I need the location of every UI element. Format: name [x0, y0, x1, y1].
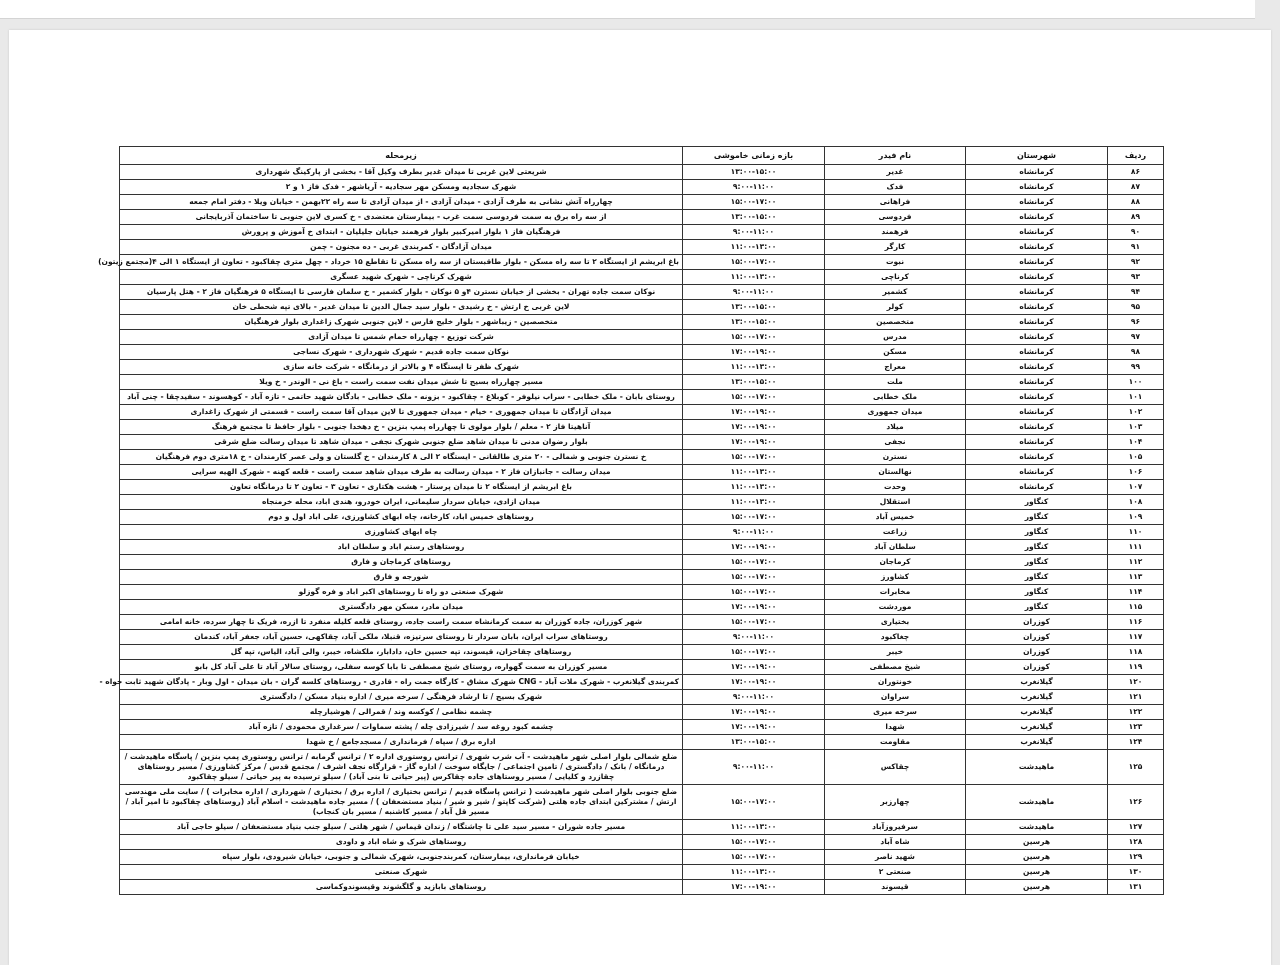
- area-cell: متخصصین - زیباشهر - بلوار خلیج فارس - لاین جنوبی شهرک زاغداری بلوار فرهنگیان: [120, 315, 683, 330]
- city-cell: گیلانغرب: [966, 690, 1108, 705]
- table-row: [120, 270, 1164, 285]
- time-cell: ۱۱:۰۰-۱۳:۰۰: [683, 240, 825, 255]
- time-cell: ۱۵:۰۰-۱۷:۰۰: [683, 645, 825, 660]
- header-city: شهرستان: [966, 147, 1108, 165]
- row-number: ۹۵: [1108, 300, 1164, 315]
- feeder-cell: سرخه میری: [825, 705, 966, 720]
- row-number: ۱۰۹: [1108, 510, 1164, 525]
- feeder-cell: کرماجان: [825, 555, 966, 570]
- city-cell: کنگاور: [966, 495, 1108, 510]
- time-cell: ۹:۰۰-۱۱:۰۰: [683, 180, 825, 195]
- row-number: ۱۱۱: [1108, 540, 1164, 555]
- area-cell: فرهنگیان فاز ۱ بلوار امیرکبیر بلوار فرهمند خیابان جلیلیان - ابتدای خ آموزش و پرورش: [120, 225, 683, 240]
- outage-schedule-table: [98, 146, 1164, 895]
- city-cell: کرمانشاه: [966, 435, 1108, 450]
- city-cell: کنگاور: [966, 555, 1108, 570]
- previous-page-edge: [0, 0, 1255, 19]
- area-cell: روستاهای چقاخزان، قیسوند، تپه حسین خان، دادابار، ملکشاه، خیبر، والی آباد، الیاس، تپه گل: [120, 645, 683, 660]
- time-cell: ۹:۰۰-۱۱:۰۰: [683, 525, 825, 540]
- feeder-cell: مخابرات: [825, 585, 966, 600]
- area-cell: روستای بابان - ملک خطابی - سراب نیلوفر - کوبلاغ - چقاکبود - بزونه - ملک خطابی - بادگان شهید حاتمی - تازه آباد - کوهسوند - سفیدچقا - چنی آباد: [120, 390, 683, 405]
- time-cell: ۱۷:۰۰-۱۹:۰۰: [683, 405, 825, 420]
- row-number: ۱۰۰: [1108, 375, 1164, 390]
- city-cell: کوزران: [966, 645, 1108, 660]
- area-cell: شریعتی لاین غربی تا میدان غدیر بطرف وکیل آقا - بخشی از پارکینگ شهرداری: [120, 165, 683, 180]
- feeder-cell: ملت: [825, 375, 966, 390]
- area-cell: شهرک سجادیه ومسکن مهر سجادیه - آریاشهر - فدک فاز ۱ و ۲: [120, 180, 683, 195]
- row-number: ۱۳۱: [1108, 880, 1164, 895]
- row-number: ۹۹: [1108, 360, 1164, 375]
- row-number: ۱۰۳: [1108, 420, 1164, 435]
- table-row: [120, 315, 1164, 330]
- city-cell: گیلانغرب: [966, 705, 1108, 720]
- city-cell: گیلانغرب: [966, 720, 1108, 735]
- table-row: [120, 555, 1164, 570]
- area-cell: ضلع جنوبی بلوار اصلی شهر ماهیدشت ( ترانس پاسگاه قدیم / ترانس بختیاری / اداره برق / بختیاری / شهرداری / اداره مخابرات ) / سایت ملی مهندسی ارتش / مشترکین ابتدای جاده هلتی (شرکت کاپتو / شیر و شیر / بنیاد مستضعفان ) / مسیر جاده ماهیدشت - اسلام آباد (روستاهای چقاکبود تا امیر آباد / مسیر قل آباد / مسیر کاشنبه / مسیر بان کنجاب): [120, 785, 683, 820]
- city-cell: هرسین: [966, 865, 1108, 880]
- table-row: [120, 375, 1164, 390]
- area-cell: مسیر جاده شوران - مسیر سید علی تا چاشتگاه / زندان قیماس / شهر هلتی / سیلو جنب بنیاد مستضعفان / سیلو حاجی آباد: [120, 820, 683, 835]
- table-row: [120, 850, 1164, 865]
- city-cell: گیلانغرب: [966, 675, 1108, 690]
- table-row: [120, 865, 1164, 880]
- feeder-cell: شاه آباد: [825, 835, 966, 850]
- time-cell: ۱۷:۰۰-۱۹:۰۰: [683, 600, 825, 615]
- table-row: [120, 705, 1164, 720]
- row-number: ۱۲۵: [1108, 750, 1164, 785]
- city-cell: هرسین: [966, 880, 1108, 895]
- row-number: ۹۳: [1108, 270, 1164, 285]
- area-cell: آناهیتا فاز ۲ - معلم / بلوار مولوی تا چهارراه پمپ بنزین - خ دهخدا جنوبی - بلوار حافظ تا مجتمع فرهنگ: [120, 420, 683, 435]
- area-cell: باغ ابریشم از ایستگاه ۲ تا میدان پرستار - هشت هکتاری - تعاون ۳ - تعاون ۲ تا درمانگاه تعاون: [120, 480, 683, 495]
- table-row: [120, 405, 1164, 420]
- city-cell: کرمانشاه: [966, 165, 1108, 180]
- table-row: [120, 480, 1164, 495]
- city-cell: هرسین: [966, 835, 1108, 850]
- row-number: ۱۱۵: [1108, 600, 1164, 615]
- row-number: ۹۸: [1108, 345, 1164, 360]
- row-number: ۹۰: [1108, 225, 1164, 240]
- city-cell: کرمانشاه: [966, 390, 1108, 405]
- row-number: ۹۷: [1108, 330, 1164, 345]
- table-row: [120, 345, 1164, 360]
- table-row: [120, 835, 1164, 850]
- time-cell: ۱۷:۰۰-۱۹:۰۰: [683, 720, 825, 735]
- feeder-cell: کرناچی: [825, 270, 966, 285]
- time-cell: ۱۵:۰۰-۱۷:۰۰: [683, 615, 825, 630]
- time-cell: ۱۷:۰۰-۱۹:۰۰: [683, 705, 825, 720]
- row-number: ۱۲۱: [1108, 690, 1164, 705]
- time-cell: ۱۱:۰۰-۱۳:۰۰: [683, 865, 825, 880]
- time-cell: ۱۵:۰۰-۱۷:۰۰: [683, 510, 825, 525]
- city-cell: کرمانشاه: [966, 330, 1108, 345]
- city-cell: کرمانشاه: [966, 360, 1108, 375]
- area-cell: باغ ابریشم از ایستگاه ۲ تا سه راه مسکن - بلوار طاقبستان از سه راه مسکن تا تقاطع ۱۵ خرداد - چهل متری چقاکبود - تعاون از ایستگاه ۱ الی ۴(مجتمع زیتون): [120, 255, 683, 270]
- time-cell: ۱۱:۰۰-۱۳:۰۰: [683, 820, 825, 835]
- feeder-cell: نبوت: [825, 255, 966, 270]
- row-number: ۸۶: [1108, 165, 1164, 180]
- area-cell: چشمه نظامی / کوکسه وند / قمرالی / هوشیارچله: [120, 705, 683, 720]
- row-number: ۱۰۸: [1108, 495, 1164, 510]
- area-cell: شهرک صنعتی دو راه تا روستاهای اکبر اباد و فره گوزلو: [120, 585, 683, 600]
- feeder-cell: استقلال: [825, 495, 966, 510]
- city-cell: کرمانشاه: [966, 345, 1108, 360]
- table-header-row: [120, 147, 1164, 165]
- area-cell: شورجه و فارق: [120, 570, 683, 585]
- table-row: [120, 285, 1164, 300]
- row-number: ۱۲۸: [1108, 835, 1164, 850]
- feeder-cell: خمیس آباد: [825, 510, 966, 525]
- time-cell: ۱۷:۰۰-۱۹:۰۰: [683, 345, 825, 360]
- row-number: ۸۷: [1108, 180, 1164, 195]
- area-cell: روستاهای بابازید و گلگشوند وقیسوندوکماسی: [120, 880, 683, 895]
- area-cell: میدان ازادی، خیابان سردار سلیمانی، ایران خودرو، هندی اباد، محله خرمنجاه: [120, 495, 683, 510]
- city-cell: کنگاور: [966, 585, 1108, 600]
- time-cell: ۱۳:۰۰-۱۵:۰۰: [683, 315, 825, 330]
- feeder-cell: میدان جمهوری: [825, 405, 966, 420]
- feeder-cell: چقاکس: [825, 750, 966, 785]
- feeder-cell: شهدا: [825, 720, 966, 735]
- row-number: ۱۲۳: [1108, 720, 1164, 735]
- area-cell: لاین غربی خ ارتش - خ رشیدی - بلوار سید جمال الدین تا میدان غدیر - بالای تپه شحطی خان: [120, 300, 683, 315]
- city-cell: کرمانشاه: [966, 255, 1108, 270]
- table-row: [120, 510, 1164, 525]
- area-cell: نوکان سمت جاده قدیم - شهرک شهرداری - شهرک نساجی: [120, 345, 683, 360]
- city-cell: کنگاور: [966, 540, 1108, 555]
- table-row: [120, 195, 1164, 210]
- city-cell: کرمانشاه: [966, 405, 1108, 420]
- feeder-cell: کشمیر: [825, 285, 966, 300]
- time-cell: ۱۵:۰۰-۱۷:۰۰: [683, 195, 825, 210]
- feeder-cell: فرهمند: [825, 225, 966, 240]
- city-cell: کرمانشاه: [966, 315, 1108, 330]
- table-row: [120, 360, 1164, 375]
- city-cell: کنگاور: [966, 525, 1108, 540]
- city-cell: کرمانشاه: [966, 225, 1108, 240]
- row-number: ۱۱۷: [1108, 630, 1164, 645]
- area-cell: میدان رسالت - جانبازان فاز ۲ - میدان رسالت به طرف میدان شاهد سمت راست - قلعه کهنه - شهرک الهیه سرایی: [120, 465, 683, 480]
- row-number: ۹۲: [1108, 255, 1164, 270]
- row-number: ۱۲۶: [1108, 785, 1164, 820]
- feeder-cell: کولر: [825, 300, 966, 315]
- feeder-cell: مقاومت: [825, 735, 966, 750]
- table-row: [120, 785, 1164, 820]
- table-row: [120, 880, 1164, 895]
- table-row: [120, 735, 1164, 750]
- time-cell: ۱۷:۰۰-۱۹:۰۰: [683, 540, 825, 555]
- table-row: [120, 820, 1164, 835]
- city-cell: ماهیدشت: [966, 820, 1108, 835]
- feeder-cell: خونتوران: [825, 675, 966, 690]
- table-row: [120, 675, 1164, 690]
- table-row: [120, 585, 1164, 600]
- table-row: [120, 645, 1164, 660]
- feeder-cell: نجفی: [825, 435, 966, 450]
- feeder-cell: غدیر: [825, 165, 966, 180]
- time-cell: ۱۱:۰۰-۱۳:۰۰: [683, 360, 825, 375]
- area-cell: مسیر کوزران به سمت گهواره، روستای شیخ مصطفی تا بابا کوسه سفلی، روستای سالار آباد تا علی آباد کل بابو: [120, 660, 683, 675]
- table-row: [120, 240, 1164, 255]
- time-cell: ۱۵:۰۰-۱۷:۰۰: [683, 330, 825, 345]
- city-cell: کنگاور: [966, 600, 1108, 615]
- feeder-cell: شیخ مصطفی: [825, 660, 966, 675]
- header-feeder: نام فیدر: [825, 147, 966, 165]
- time-cell: ۱۷:۰۰-۱۹:۰۰: [683, 420, 825, 435]
- feeder-cell: چغاکبود: [825, 630, 966, 645]
- area-cell: چشمه کبود روغه سد / شیرزادی چله / پشته سماوات / سرغداری محمودی / تازه آباد: [120, 720, 683, 735]
- city-cell: کرمانشاه: [966, 285, 1108, 300]
- feeder-cell: کشاورز: [825, 570, 966, 585]
- table-row: [120, 435, 1164, 450]
- area-cell: شهرک بسیج / تا ارشاد فرهنگی / سرخه میری / اداره بنیاد مسکن / دادگستری: [120, 690, 683, 705]
- feeder-cell: فردوسی: [825, 210, 966, 225]
- city-cell: کوزران: [966, 630, 1108, 645]
- time-cell: ۱۵:۰۰-۱۷:۰۰: [683, 850, 825, 865]
- feeder-cell: خیبر: [825, 645, 966, 660]
- time-cell: ۱۳:۰۰-۱۵:۰۰: [683, 165, 825, 180]
- time-cell: ۱۵:۰۰-۱۷:۰۰: [683, 585, 825, 600]
- document-page: [9, 30, 1271, 965]
- header-row-number: ردیف: [1108, 147, 1164, 165]
- time-cell: ۱۳:۰۰-۱۵:۰۰: [683, 300, 825, 315]
- area-cell: بلوار رضوان مدنی تا میدان شاهد ضلع جنوبی شهرک نجفی - میدان شاهد تا میدان رسالت ضلع شرقی: [120, 435, 683, 450]
- city-cell: کرمانشاه: [966, 210, 1108, 225]
- area-cell: نوکان سمت جاده تهران - بخشی از خیابان نسترن ۴و ۵ نوکان - بلوار کشمیر - خ سلمان فارسی تا ایستگاه ۵ فرهنگیان فاز ۲ - هتل پارسیان: [120, 285, 683, 300]
- row-number: ۱۱۲: [1108, 555, 1164, 570]
- table-row: [120, 750, 1164, 785]
- feeder-cell: ملک خطابی: [825, 390, 966, 405]
- area-cell: خ نسترن جنوبی و شمالی - ۲۰ متری طالقانی - ایستگاه ۲ الی ۸ کارمندان - خ گلستان و ولی عصر کارمندان - خ ۱۸متری دوم فرهنگیان: [120, 450, 683, 465]
- feeder-cell: قیسوند: [825, 880, 966, 895]
- time-cell: ۹:۰۰-۱۱:۰۰: [683, 690, 825, 705]
- table-row: [120, 600, 1164, 615]
- time-cell: ۱۵:۰۰-۱۷:۰۰: [683, 255, 825, 270]
- area-cell: چاه ابهای کشاورزی: [120, 525, 683, 540]
- time-cell: ۱۳:۰۰-۱۵:۰۰: [683, 375, 825, 390]
- time-cell: ۹:۰۰-۱۱:۰۰: [683, 285, 825, 300]
- area-cell: اداره برق / سپاه / فرمانداری / مسجدجامع / خ شهدا: [120, 735, 683, 750]
- table-row: [120, 540, 1164, 555]
- area-cell: خیابان فرمانداری، بیمارستان، کمربندجنوبی، شهرک شمالی و جنوبی، خیابان شیرودی، بلوار سپاه: [120, 850, 683, 865]
- feeder-cell: سرفیروزآباد: [825, 820, 966, 835]
- time-cell: ۹:۰۰-۱۱:۰۰: [683, 750, 825, 785]
- time-cell: ۱۳:۰۰-۱۵:۰۰: [683, 210, 825, 225]
- feeder-cell: فدک: [825, 180, 966, 195]
- table-row: [120, 720, 1164, 735]
- feeder-cell: موردشت: [825, 600, 966, 615]
- area-cell: ضلع شمالی بلوار اصلی شهر ماهیدشت - آب شرب شهری / ترانس روستوری اداره ۲ / ترانس گرمابه / ترانس روستوری پمپ بنزین / پاسگاه ماهیدشت / درمانگاه / بانک / دادگستری / تامین اجتماعی / جایگاه سوخت / اداره گاز - قرارگاه نجف اشرف / مجتمع قدس / مرکز کشاورزی / مسیر روستاهای چقازرد و کلیایی / مسیر روستاهای جاده چقاکرس (پیر حیاتی تا بنی آباد) / سیلو ترسیده به پیر حیاتی / سیلو چقاکبود: [120, 750, 683, 785]
- table-row: [120, 225, 1164, 240]
- row-number: ۱۲۲: [1108, 705, 1164, 720]
- city-cell: ماهیدشت: [966, 750, 1108, 785]
- table-row: [120, 630, 1164, 645]
- city-cell: کرمانشاه: [966, 465, 1108, 480]
- feeder-cell: نهالستان: [825, 465, 966, 480]
- area-cell: روستاهای کرماجان و فارق: [120, 555, 683, 570]
- time-cell: ۱۷:۰۰-۱۹:۰۰: [683, 435, 825, 450]
- row-number: ۱۲۴: [1108, 735, 1164, 750]
- city-cell: هرسین: [966, 850, 1108, 865]
- area-cell: میدان مادر، مسکن مهر دادگستری: [120, 600, 683, 615]
- area-cell: مسیر چهارراه بسیج تا شش میدان نفت سمت راست - باغ نی - الوندر - خ ویلا: [120, 375, 683, 390]
- table-row: [120, 525, 1164, 540]
- city-cell: گیلانغرب: [966, 735, 1108, 750]
- area-cell: کمربندی گیلانغرب - شهرک ملات آباد - CNG شهرک مشاق - کارگاه جمت راه - قادری - روستاهای کلسه گران - بان میدان - اول وبار - پادگان شهید ثابت خواه -: [120, 675, 683, 690]
- row-number: ۱۰۶: [1108, 465, 1164, 480]
- row-number: ۹۴: [1108, 285, 1164, 300]
- row-number: ۱۱۰: [1108, 525, 1164, 540]
- feeder-cell: سراوان: [825, 690, 966, 705]
- time-cell: ۹:۰۰-۱۱:۰۰: [683, 630, 825, 645]
- row-number: ۹۱: [1108, 240, 1164, 255]
- city-cell: کرمانشاه: [966, 240, 1108, 255]
- city-cell: کوزران: [966, 660, 1108, 675]
- time-cell: ۱۵:۰۰-۱۷:۰۰: [683, 450, 825, 465]
- row-number: ۱۰۵: [1108, 450, 1164, 465]
- city-cell: کرمانشاه: [966, 480, 1108, 495]
- row-number: ۱۲۷: [1108, 820, 1164, 835]
- row-number: ۸۹: [1108, 210, 1164, 225]
- area-cell: روستاهای شرک و شاه اباد و داودی: [120, 835, 683, 850]
- time-cell: ۱۵:۰۰-۱۷:۰۰: [683, 785, 825, 820]
- city-cell: کرمانشاه: [966, 300, 1108, 315]
- area-cell: روستاهای سراب ایران، بابان سردار تا روستای سرتیزه، قنبلا، ملکی آباد، چقاکهی، حسین آباد، جعفر آباد، کندمان: [120, 630, 683, 645]
- city-cell: کرمانشاه: [966, 180, 1108, 195]
- time-cell: ۱۱:۰۰-۱۳:۰۰: [683, 465, 825, 480]
- table-row: [120, 300, 1164, 315]
- row-number: ۱۰۷: [1108, 480, 1164, 495]
- row-number: ۱۱۶: [1108, 615, 1164, 630]
- time-cell: ۱۵:۰۰-۱۷:۰۰: [683, 570, 825, 585]
- table-row: [120, 165, 1164, 180]
- area-cell: روستاهای رستم اباد و سلطان اباد: [120, 540, 683, 555]
- area-cell: میدان آزادگان - کمربندی غربی - ده مجنون - چمن: [120, 240, 683, 255]
- feeder-cell: معراج: [825, 360, 966, 375]
- area-cell: شرکت توزیع - چهارراه حمام شمس تا میدان آزادی: [120, 330, 683, 345]
- row-number: ۱۳۰: [1108, 865, 1164, 880]
- feeder-cell: چهارزبر: [825, 785, 966, 820]
- city-cell: کنگاور: [966, 570, 1108, 585]
- feeder-cell: نسترن: [825, 450, 966, 465]
- area-cell: از سه راه برق به سمت فردوسی سمت غرب - بیمارستان معتضدی - خ کسری لاین جنوبی تا ساختمان آذربایجانی: [120, 210, 683, 225]
- row-number: ۱۰۱: [1108, 390, 1164, 405]
- feeder-cell: وحدت: [825, 480, 966, 495]
- feeder-cell: میلاد: [825, 420, 966, 435]
- row-number: ۱۱۹: [1108, 660, 1164, 675]
- table-row: [120, 330, 1164, 345]
- row-number: ۱۲۹: [1108, 850, 1164, 865]
- row-number: ۱۲۰: [1108, 675, 1164, 690]
- feeder-cell: فراهانی: [825, 195, 966, 210]
- city-cell: کرمانشاه: [966, 375, 1108, 390]
- time-cell: ۱۷:۰۰-۱۹:۰۰: [683, 880, 825, 895]
- table-row: [120, 615, 1164, 630]
- city-cell: کرمانشاه: [966, 450, 1108, 465]
- area-cell: شهرک کرناچی - شهرک شهید عسگری: [120, 270, 683, 285]
- feeder-cell: متخصصین: [825, 315, 966, 330]
- table-body: [98, 165, 1164, 895]
- feeder-cell: زراعت: [825, 525, 966, 540]
- table-row: [120, 465, 1164, 480]
- time-cell: ۱۱:۰۰-۱۳:۰۰: [683, 480, 825, 495]
- time-cell: ۱۳:۰۰-۱۵:۰۰: [683, 735, 825, 750]
- header-area: زیرمحله: [120, 147, 683, 165]
- city-cell: کرمانشاه: [966, 195, 1108, 210]
- table-row: [120, 495, 1164, 510]
- table-row: [120, 180, 1164, 195]
- area-cell: میدان آزادگان تا میدان جمهوری - خیام - میدان جمهوری تا لاین میدان آقا سمت راست - قسمتی از شهرک زاغداری: [120, 405, 683, 420]
- table-row: [120, 420, 1164, 435]
- area-cell: شهرک ظفر تا ایستگاه ۴ و بالاتر از درمانگاه - شرکت خانه سازی: [120, 360, 683, 375]
- header-time: بازه زمانی خاموشی: [683, 147, 825, 165]
- time-cell: ۱۵:۰۰-۱۷:۰۰: [683, 555, 825, 570]
- row-number: ۱۰۲: [1108, 405, 1164, 420]
- time-cell: ۱۱:۰۰-۱۳:۰۰: [683, 270, 825, 285]
- time-cell: ۱۵:۰۰-۱۷:۰۰: [683, 835, 825, 850]
- feeder-cell: سلطان آباد: [825, 540, 966, 555]
- table-row: [120, 390, 1164, 405]
- city-cell: کوزران: [966, 615, 1108, 630]
- time-cell: ۱۱:۰۰-۱۳:۰۰: [683, 495, 825, 510]
- feeder-cell: کارگر: [825, 240, 966, 255]
- feeder-cell: صنعتی ۲: [825, 865, 966, 880]
- city-cell: کرمانشاه: [966, 420, 1108, 435]
- row-number: ۱۱۴: [1108, 585, 1164, 600]
- row-number: ۱۰۴: [1108, 435, 1164, 450]
- feeder-cell: مدرس: [825, 330, 966, 345]
- table-row: [120, 690, 1164, 705]
- feeder-cell: شهید ناصر: [825, 850, 966, 865]
- table-row: [120, 210, 1164, 225]
- time-cell: ۹:۰۰-۱۱:۰۰: [683, 225, 825, 240]
- row-number: ۱۱۳: [1108, 570, 1164, 585]
- table-row: [120, 450, 1164, 465]
- city-cell: کنگاور: [966, 510, 1108, 525]
- area-cell: شهرک صنعتی: [120, 865, 683, 880]
- time-cell: ۱۷:۰۰-۱۹:۰۰: [683, 660, 825, 675]
- area-cell: روستاهای خمیس اباد، کارخانه، چاه ابهای کشاورزی، علی اباد اول و دوم: [120, 510, 683, 525]
- city-cell: ماهیدشت: [966, 785, 1108, 820]
- table-row: [120, 570, 1164, 585]
- area-cell: چهارراه آتش نشانی به طرف آزادی - میدان آزادی - از میدان آزادی تا سه راه ۲۲بهمن - خیابان ویلا - دفتر امام جمعه: [120, 195, 683, 210]
- row-number: ۸۸: [1108, 195, 1164, 210]
- feeder-cell: بختیاری: [825, 615, 966, 630]
- row-number: ۹۶: [1108, 315, 1164, 330]
- feeder-cell: مسکن: [825, 345, 966, 360]
- city-cell: کرمانشاه: [966, 270, 1108, 285]
- area-cell: شهر کوزران، جاده کوزران به سمت کرمانشاه سمت راست جاده، روستای قلعه کلیله منفرد تا ازره، فریک تا چهار سرده، خانه امامی: [120, 615, 683, 630]
- table-row: [120, 255, 1164, 270]
- row-number: ۱۱۸: [1108, 645, 1164, 660]
- time-cell: ۱۵:۰۰-۱۷:۰۰: [683, 390, 825, 405]
- table-row: [120, 660, 1164, 675]
- time-cell: ۱۷:۰۰-۱۹:۰۰: [683, 675, 825, 690]
